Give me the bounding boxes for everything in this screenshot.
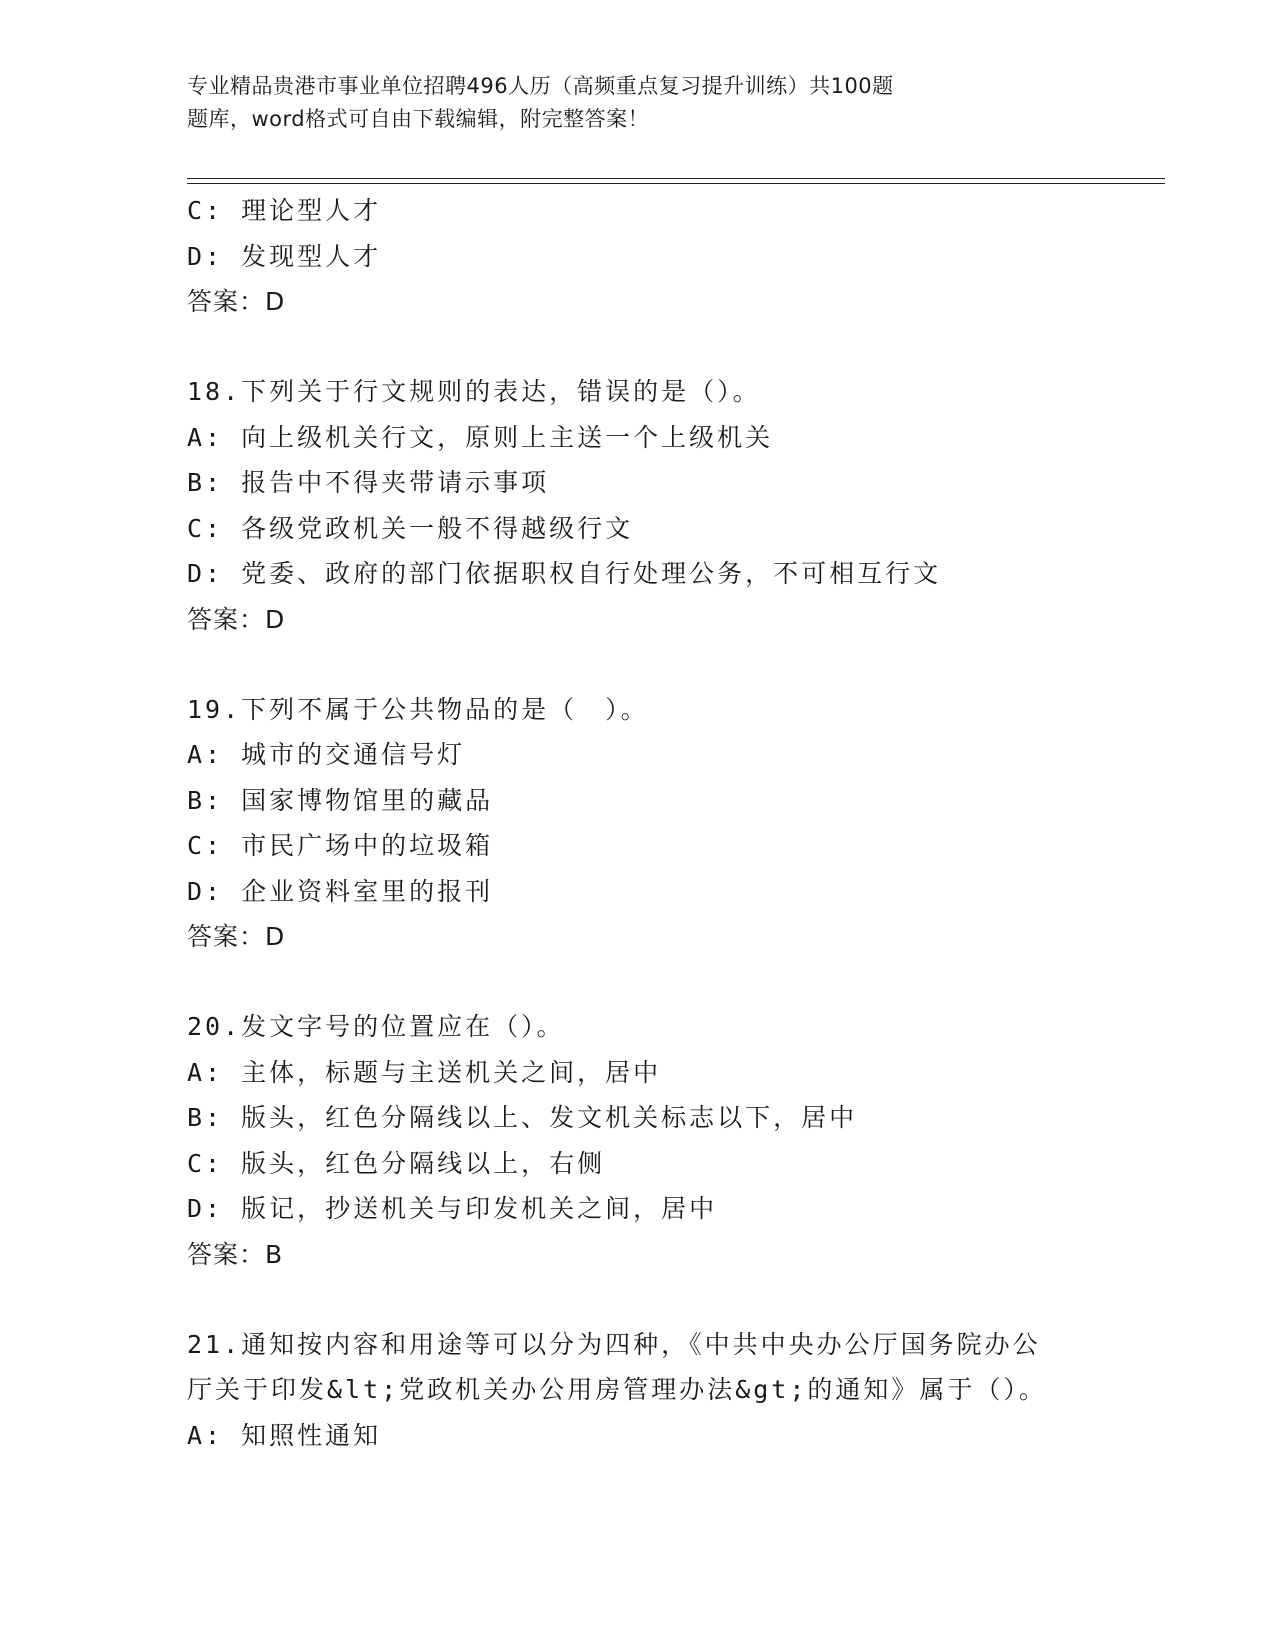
option-b: B: 国家博物馆里的藏品 [187, 785, 494, 815]
spacer [187, 642, 1087, 687]
header-title-line2: 题库，word格式可自由下载编辑，附完整答案！ [187, 107, 650, 131]
question-list [187, 188, 1087, 1458]
option-d: D: 企业资料室里的报刊 [187, 876, 494, 906]
question-stem-line1: 21.通知按内容和用途等可以分为四种，《中共中央办公厅国务院办公 [187, 1329, 1041, 1359]
question-stem-line2: 厅关于印发&lt;党政机关办公用房管理办法&gt;的通知》属于（）。 [187, 1375, 1047, 1404]
option-c: C: 市民广场中的垃圾箱 [187, 831, 494, 860]
option-c: C: 版头，红色分隔线以上，右侧 [187, 1148, 606, 1178]
header-rule-top [187, 178, 1165, 179]
answer-line: 答案：D [187, 287, 286, 316]
option-b: B: 报告中不得夹带请示事项 [187, 468, 550, 497]
document-header [187, 70, 1027, 136]
question-20 [187, 1004, 1087, 1277]
option-d: D: 党委、政府的部门依据职权自行处理公务，不可相互行文 [187, 559, 942, 588]
question-19 [187, 687, 1087, 960]
option-d: D: 发现型人才 [187, 241, 382, 271]
question-stem: 18.下列关于行文规则的表达，错误的是（）。 [187, 377, 761, 406]
header-rule-bottom [187, 183, 1165, 184]
question-18 [187, 369, 1087, 642]
option-a: A: 知照性通知 [187, 1420, 382, 1450]
spacer [187, 960, 1087, 1005]
question-21 [187, 1322, 1087, 1459]
option-a: A: 向上级机关行文，原则上主送一个上级机关 [187, 422, 774, 452]
question-stem: 19.下列不属于公共物品的是（ ）。 [187, 694, 649, 724]
header-title-line1: 专业精品贵港市事业单位招聘496人历（高频重点复习提升训练）共100题 [187, 74, 894, 98]
option-d: D: 版记，抄送机关与印发机关之间，居中 [187, 1194, 718, 1223]
answer-line: 答案：B [187, 1239, 284, 1269]
option-a: A: 城市的交通信号灯 [187, 740, 466, 769]
option-b: B: 版头，红色分隔线以上、发文机关标志以下，居中 [187, 1103, 858, 1132]
answer-line: 答案：D [187, 604, 286, 634]
answer-line: 答案：D [187, 922, 286, 951]
question-17-tail [187, 188, 1087, 325]
option-a: A: 主体，标题与主送机关之间，居中 [187, 1057, 662, 1087]
spacer [187, 325, 1087, 370]
spacer [187, 1277, 1087, 1322]
option-c: C: 各级党政机关一般不得越级行文 [187, 513, 634, 543]
option-c: C: 理论型人才 [187, 196, 382, 225]
question-stem: 20.发文字号的位置应在（）。 [187, 1012, 565, 1041]
